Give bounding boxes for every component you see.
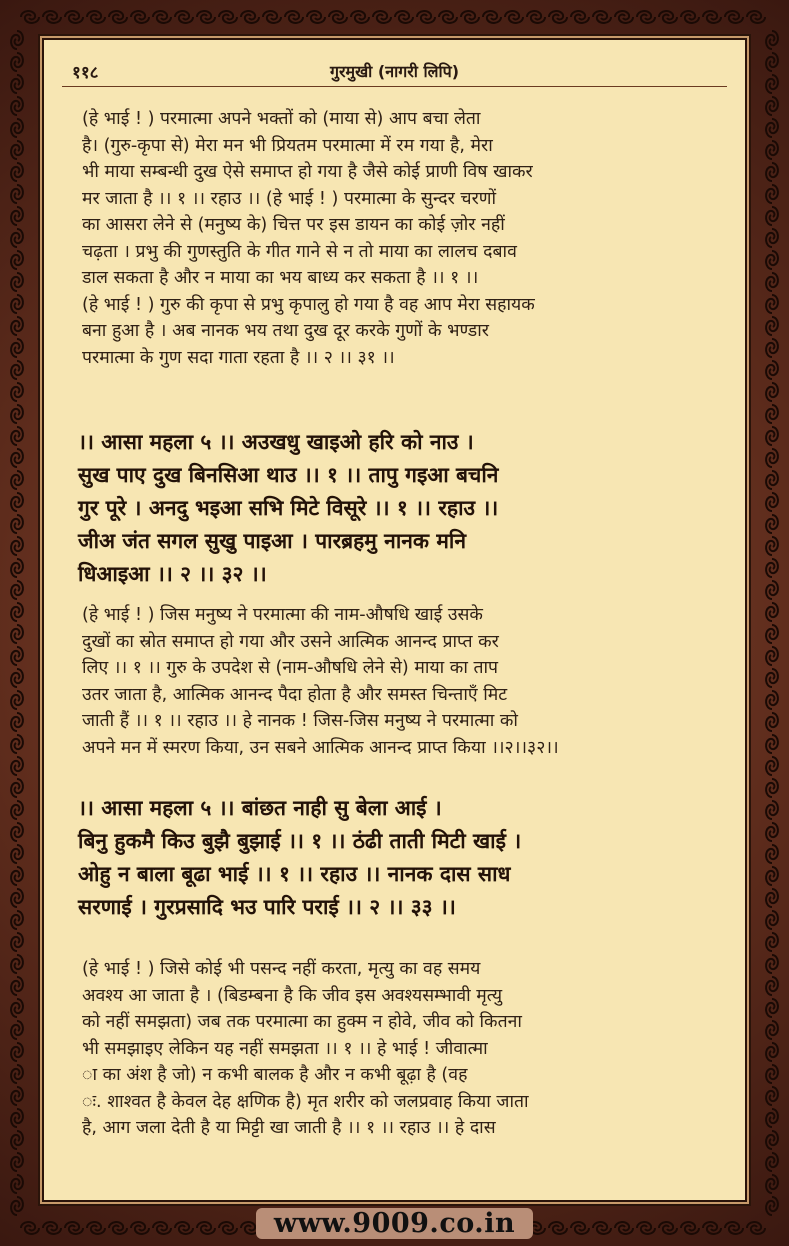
scroll-ornament	[766, 823, 778, 841]
scroll-ornament	[766, 955, 778, 973]
scroll-ornament	[766, 559, 778, 577]
scroll-ornament	[11, 1109, 23, 1127]
scroll-ornament	[11, 933, 23, 951]
scroll-ornament	[766, 999, 778, 1017]
scroll-ornament	[87, 11, 105, 23]
scroll-ornament	[11, 75, 23, 93]
verse1-line: धिआइआ ।। २ ।। ३२ ।।	[78, 562, 267, 586]
para2-line: अपने मन में स्मरण किया, उन सबने आत्मिक आनन्द प्राप्त किया ।।२।।३२।।	[82, 737, 559, 758]
scroll-ornament	[11, 713, 23, 731]
scroll-ornament	[766, 625, 778, 643]
para1-line: है। (गुरु-कृपा से) मेरा मन भी प्रियतम परमात्मा में रम गया है, मेरा	[82, 135, 493, 156]
scroll-ornament	[766, 1131, 778, 1149]
scroll-ornament	[766, 1065, 778, 1083]
scroll-ornament	[766, 185, 778, 203]
scroll-ornament	[263, 11, 281, 23]
scroll-ornament	[11, 273, 23, 291]
scroll-ornament	[703, 11, 721, 23]
header-rule	[62, 86, 727, 87]
para1-line: चढ़ता । प्रभु की गुणस्तुति के गीत गाने से न तो माया का लालच दबाव	[82, 241, 517, 262]
scroll-ornament	[285, 11, 303, 23]
scroll-ornament	[11, 845, 23, 863]
scroll-ornament	[11, 427, 23, 445]
scroll-ornament	[766, 119, 778, 137]
para3-line: भी समझाइए लेकिन यह नहीं समझता ।। १ ।। हे भाई ! जीवात्मा	[82, 1038, 488, 1059]
scroll-ornament	[109, 11, 127, 23]
scroll-ornament	[766, 603, 778, 621]
scroll-ornament	[766, 537, 778, 555]
scroll-ornament	[65, 11, 83, 23]
scroll-ornament	[373, 11, 391, 23]
scroll-ornament	[329, 11, 347, 23]
scroll-ornament	[527, 11, 545, 23]
scroll-ornament	[505, 11, 523, 23]
scroll-ornament	[766, 97, 778, 115]
scroll-ornament	[175, 11, 193, 23]
scroll-ornament	[11, 515, 23, 533]
scroll-ornament	[766, 53, 778, 71]
scroll-ornament	[766, 1021, 778, 1039]
scroll-ornament	[766, 713, 778, 731]
para1-line: बना हुआ है । अब नानक भय तथा दुख दूर करके गुणों के भण्डार	[82, 321, 489, 341]
page-number: ११८	[72, 63, 99, 83]
verse-block-2	[78, 792, 724, 924]
para3-line: है, आग जला देती है या मिट्टी खा जाती है ।। १ ।। रहाउ ।। हे दास	[82, 1118, 496, 1138]
scroll-ornament	[11, 823, 23, 841]
scroll-ornament	[766, 581, 778, 599]
para1-line: परमात्मा के गुण सदा गाता रहता है ।। २ ।। ३१ ।।	[82, 347, 395, 368]
para3-line: अवश्य आ जाता है । (बिडम्बना है कि जीव इस अवश्यसम्भावी मृत्यु	[82, 985, 503, 1006]
scroll-ornament	[11, 647, 23, 665]
page	[38, 34, 751, 1206]
scroll-ornament	[11, 581, 23, 599]
scroll-ornament	[766, 1043, 778, 1061]
scroll-ornament	[219, 11, 237, 23]
scroll-ornament	[483, 11, 501, 23]
verse1-line: सुख पाए दुख बिनसिआ थाउ ।। १ ।। तापु गइआ बचनि	[78, 463, 499, 487]
verse1-line: जीअ जंत सगल सुखु पाइआ । पारब्रहमु नानक मनि	[78, 529, 467, 553]
scroll-ornament	[766, 405, 778, 423]
scroll-ornament	[766, 1153, 778, 1171]
verse1-line: गुर पूरे । अनदु भइआ सभि मिटे विसूरे ।। १ ।। रहाउ ।।	[78, 496, 499, 520]
scroll-ornament	[11, 625, 23, 643]
scroll-ornament	[11, 97, 23, 115]
scroll-ornament	[11, 977, 23, 995]
commentary-paragraph-1	[82, 106, 722, 371]
scroll-ornament	[615, 11, 633, 23]
verse1-line: ।। आसा महला ५ ।। अउखधु खाइओ हरि को नाउ ।	[78, 430, 474, 454]
scroll-ornament	[637, 11, 655, 23]
scroll-ornament	[549, 11, 567, 23]
scroll-ornament	[11, 405, 23, 423]
scroll-ornament	[766, 207, 778, 225]
commentary-paragraph-3	[82, 956, 722, 1142]
scroll-ornament	[11, 735, 23, 753]
verse2-line: ।। आसा महला ५ ।। बांछत नाही सु बेला आई ।	[78, 796, 442, 820]
scroll-ornament	[11, 559, 23, 577]
verse2-line: बिनु हुकमै किउ बुझै बुझाई ।। १ ।। ठंढी ताती मिटी खाई ।	[78, 829, 522, 853]
scroll-ornament	[11, 119, 23, 137]
scroll-ornament	[11, 53, 23, 71]
verse2-line: ओहु न बाला बूढा भाई ।। १ ।। रहाउ ।। नानक दास साध	[78, 862, 511, 886]
scroll-ornament	[11, 185, 23, 203]
scroll-ornament	[766, 339, 778, 357]
scroll-ornament	[766, 31, 778, 49]
scroll-ornament	[11, 163, 23, 181]
scroll-ornament	[766, 251, 778, 269]
scroll-ornament	[11, 603, 23, 621]
scroll-ornament	[11, 141, 23, 159]
scroll-ornament	[659, 11, 677, 23]
para1-line: (हे भाई ! ) परमात्मा अपने भक्तों को (माया से) आप बचा लेता	[82, 109, 481, 129]
scroll-ornament	[766, 647, 778, 665]
para1-line: मर जाता है ।। १ ।। रहाउ ।। (हे भाई ! ) परमात्मा के सुन्दर चरणों	[82, 188, 497, 209]
website-link[interactable]: www.9009.co.in	[256, 1208, 533, 1239]
scroll-ornament	[11, 911, 23, 929]
scroll-ornament	[766, 493, 778, 511]
scroll-ornament	[725, 11, 743, 23]
scroll-ornament	[11, 867, 23, 885]
scroll-ornament	[43, 11, 61, 23]
scroll-ornament	[11, 669, 23, 687]
scroll-ornament	[11, 1021, 23, 1039]
scroll-ornament	[766, 515, 778, 533]
scroll-ornament	[11, 361, 23, 379]
scroll-ornament	[395, 11, 413, 23]
scroll-ornament	[766, 889, 778, 907]
para2-line: (हे भाई ! ) जिस मनुष्य ने परमात्मा की नाम-औषधि खाई उसके	[82, 605, 483, 625]
scroll-ornament	[11, 801, 23, 819]
scroll-ornament	[461, 11, 479, 23]
scroll-ornament	[747, 11, 765, 23]
para2-line: दुखों का स्रोत समाप्त हो गया और उसने आत्मिक आनन्द प्राप्त कर	[82, 631, 499, 652]
verse-block-1	[78, 426, 724, 591]
scroll-ornament	[593, 11, 611, 23]
para2-line: लिए ।। १ ।। गुरु के उपदेश से (नाम-औषधि लेने से) माया का ताप	[82, 658, 499, 678]
para3-line: ः. शाश्वत है केवल देह क्षणिक है) मृत शरीर को जलप्रवाह किया जाता	[82, 1091, 529, 1112]
para2-line: उतर जाता है, आत्मिक आनन्द पैदा होता है और समस्त चिन्ताएँ मिट	[82, 684, 508, 705]
scroll-ornament	[131, 11, 149, 23]
para3-line: को नहीं समझता) जब तक परमात्मा का हुक्म न होवे, जीव को कितना	[82, 1012, 522, 1032]
para3-line: (हे भाई ! ) जिसे कोई भी पसन्द नहीं करता, मृत्यु का वह समय	[82, 959, 481, 979]
scroll-ornament	[11, 251, 23, 269]
scroll-ornament	[766, 1109, 778, 1127]
scroll-ornament	[766, 229, 778, 247]
scroll-ornament	[766, 317, 778, 335]
scroll-ornament	[11, 1153, 23, 1171]
scroll-ornament	[11, 1175, 23, 1193]
scroll-ornament	[11, 471, 23, 489]
scroll-ornament	[11, 339, 23, 357]
scroll-ornament	[766, 669, 778, 687]
scroll-ornament	[766, 911, 778, 929]
page-header	[38, 58, 751, 86]
scroll-ornament	[11, 1087, 23, 1105]
para1-line: डाल सकता है और न माया का भय बाध्य कर सकता है ।। १ ।।	[82, 268, 479, 288]
scroll-ornament	[766, 691, 778, 709]
scroll-ornament	[11, 317, 23, 335]
scroll-ornament	[11, 493, 23, 511]
scroll-ornament	[766, 295, 778, 313]
scroll-ornament	[11, 229, 23, 247]
scroll-ornament	[307, 11, 325, 23]
scroll-ornament	[11, 779, 23, 797]
scroll-ornament	[11, 295, 23, 313]
scroll-ornament	[21, 11, 39, 23]
scroll-ornament	[766, 427, 778, 445]
scroll-ornament	[11, 1043, 23, 1061]
scroll-ornament	[766, 1087, 778, 1105]
scroll-ornament	[11, 207, 23, 225]
scroll-ornament	[11, 955, 23, 973]
scroll-ornament	[11, 31, 23, 49]
scroll-ornament	[766, 867, 778, 885]
scroll-ornament	[766, 75, 778, 93]
scroll-ornament	[439, 11, 457, 23]
scroll-ornament	[571, 11, 589, 23]
para1-line: (हे भाई ! ) गुरु की कृपा से प्रभु कृपालु हो गया है वह आप मेरा सहायक	[82, 294, 535, 315]
scroll-ornament	[11, 1065, 23, 1083]
scroll-ornament	[766, 735, 778, 753]
website-footer	[0, 1208, 789, 1244]
scroll-ornament	[766, 757, 778, 775]
scroll-ornament	[766, 471, 778, 489]
scroll-ornament	[766, 163, 778, 181]
scroll-ornament	[766, 933, 778, 951]
para1-line: का आसरा लेने से (मनुष्य के) चित्त पर इस डायन का कोई ज़ोर नहीं	[82, 215, 505, 235]
scroll-ornament	[241, 11, 259, 23]
scroll-ornament	[766, 801, 778, 819]
scroll-ornament	[11, 383, 23, 401]
scroll-ornament	[11, 449, 23, 467]
scroll-ornament	[11, 757, 23, 775]
scroll-ornament	[766, 779, 778, 797]
scroll-ornament	[766, 449, 778, 467]
scroll-ornament	[153, 11, 171, 23]
scroll-ornament	[197, 11, 215, 23]
scroll-ornament	[11, 1131, 23, 1149]
page-title: गुरमुखी (नागरी लिपि)	[329, 62, 460, 81]
scroll-ornament	[766, 1175, 778, 1193]
scroll-ornament	[766, 141, 778, 159]
scroll-ornament	[766, 273, 778, 291]
scroll-ornament	[11, 999, 23, 1017]
scroll-ornament	[351, 11, 369, 23]
para3-line: ा का अंश है जो) न कभी बालक है और न कभी बूढ़ा है (वह	[82, 1065, 468, 1085]
verse2-line: सरणाई । गुरप्रसादि भउ पारि पराई ।। २ ।। ३३ ।।	[78, 895, 456, 919]
scroll-ornament	[11, 691, 23, 709]
para1-line: भी माया सम्बन्धी दुख ऐसे समाप्त हो गया है जैसे कोई प्राणी विष खाकर	[82, 162, 533, 182]
para2-line: जाती हैं ।। १ ।। रहाउ ।। हे नानक ! जिस-जिस मनुष्य ने परमात्मा को	[82, 711, 518, 731]
scroll-ornament	[766, 383, 778, 401]
scroll-ornament	[681, 11, 699, 23]
scroll-ornament	[766, 845, 778, 863]
scroll-ornament	[766, 977, 778, 995]
scroll-ornament	[11, 537, 23, 555]
scroll-ornament	[766, 361, 778, 379]
scroll-ornament	[11, 889, 23, 907]
scroll-ornament	[417, 11, 435, 23]
commentary-paragraph-2	[82, 602, 722, 761]
